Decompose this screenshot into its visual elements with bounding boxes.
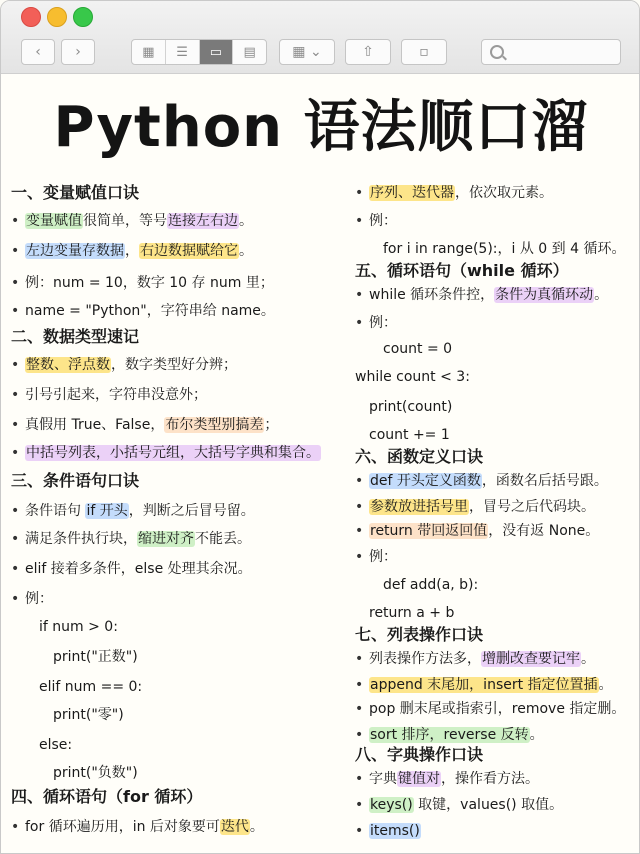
bullet-item [355,521,599,541]
bullet-item [355,821,421,841]
bullet-text: 条件语句 [25,503,86,519]
code-line: for i in range(5):，i 从 0 到 4 循环。 [383,241,626,257]
bullet-text: ，函数名后括号跟。 [481,473,608,489]
bullet-text: 。 [529,727,544,743]
bullet-item [11,241,253,261]
bullet-text: name = "Python"，字符串给 name。 [25,303,275,319]
bullet-item [355,649,595,669]
page-title: Python 语法顺口溜 [53,95,589,160]
search-input[interactable] [481,39,621,65]
bullet-text: 例： [369,549,397,565]
gallery-view-icon[interactable]: ▤ [243,44,256,60]
code-line: elif num == 0: [39,679,143,695]
forward-button[interactable] [61,39,95,65]
section-heading: 三、条件语句口诀 [11,471,140,490]
bullet-text: 例： [369,315,397,331]
highlighted-text: 增删改查要记牢 [482,651,580,667]
bullet-text: 例： [25,591,53,607]
search-icon [490,45,504,59]
bullet-item [355,471,608,491]
highlighted-text: 连接左右边 [168,213,238,229]
chevron-right-icon: › [75,44,81,60]
bullet-item [355,497,595,517]
bullet-text: ； [264,417,279,433]
section-heading: 七、列表操作口诀 [355,625,484,644]
bullet-text: 很简单，等号 [83,213,167,229]
view-switcher[interactable] [131,39,267,65]
bullet-item [11,355,237,375]
bullet-text: 字典 [369,771,397,787]
bullet-item [11,385,207,405]
code-line: count += 1 [369,427,450,443]
code-line: count = 0 [383,341,453,357]
bullet-text: while 循环条件控， [369,287,495,303]
highlighted-text: 条件为真循环动 [495,287,594,303]
group-by-button[interactable] [279,39,335,65]
code-line: print("正数") [53,649,138,665]
close-window-button[interactable] [21,7,41,27]
bullet-item [355,795,563,815]
bullet-item [355,699,625,719]
highlighted-text: 键值对 [398,771,440,787]
bullet-text: 取键，values() 取值。 [413,797,564,813]
code-line: return a + b [369,605,455,621]
bullet-item [11,443,321,463]
bullet-item [355,313,397,333]
highlighted-text: items() [370,823,420,839]
bullet-text: ，依次取元素。 [455,185,553,201]
bullet-text: 。 [594,287,609,303]
chevron-left-icon: ‹ [35,44,41,60]
bullet-item [355,675,613,695]
bullet-text: 引号引起来，字符串没意外； [25,387,207,403]
section-heading: 六、函数定义口诀 [355,447,484,466]
bullet-text: ，判断之后冒号留。 [128,503,255,519]
highlighted-text: 整数、浮点数 [26,357,110,373]
window-toolbar [1,1,639,74]
code-line: print("负数") [53,765,138,781]
highlighted-text: 变量赋值 [26,213,82,229]
highlighted-text: 右边数据赋给它 [140,243,238,259]
section-heading: 八、字典操作口诀 [355,745,484,764]
bullet-text: ，操作看方法。 [441,771,539,787]
code-line: def add(a, b): [383,577,479,593]
bullet-text: 真假用 True、False， [25,417,165,433]
bullet-item [11,301,275,321]
bullet-text: elif 接着多条件，else 处理其余况。 [25,561,252,577]
highlighted-text: 缩进对齐 [138,531,194,547]
highlighted-text: 迭代 [220,819,249,835]
bullet-item [355,547,397,567]
bullet-item [355,211,397,231]
code-line: print(count) [369,399,453,415]
minimize-window-button[interactable] [47,7,67,27]
highlighted-text: 中括号列表，小括号元组，大括号字典和集合。 [26,445,320,461]
bullet-item [11,529,251,549]
highlighted-text: return 带回返回值 [370,523,488,539]
highlighted-text: append 末尾加，insert 指定位置插 [370,677,598,693]
bullet-text: 。 [239,213,253,229]
column-view-icon[interactable]: ▭ [200,40,234,64]
bullet-text: for 循环遍历用，in 后对象要可 [25,819,220,835]
code-line: if num > 0: [39,619,118,635]
section-heading: 一、变量赋值口诀 [11,183,140,202]
bullet-item [11,817,264,837]
bullet-text: 。 [581,651,595,667]
highlighted-text: sort 排序，reverse 反转 [370,727,529,743]
highlighted-text: 序列、迭代器 [370,185,454,201]
bullet-item [11,501,255,521]
highlighted-text: keys() [370,797,413,813]
share-icon: ⇧ [362,44,374,60]
section-heading: 二、数据类型速记 [11,327,140,346]
bullet-text: 满足条件执行块， [25,531,137,547]
bullet-item [355,725,544,745]
bullet-item [355,285,608,305]
bullet-text: 。 [249,819,264,835]
code-line: print("零") [53,707,124,723]
bullet-item [11,273,274,293]
icon-view-icon[interactable]: ▦ [132,40,166,64]
bullet-text: ，冒号之后代码块。 [469,499,595,515]
share-button[interactable] [345,39,391,65]
highlighted-text: 左边变量存数据 [26,243,124,259]
bullet-item [11,211,253,231]
bullet-item [11,559,252,579]
bullet-text: ，数字类型好分辨； [111,357,237,373]
grid-dropdown-icon: ▦ ⌄ [292,44,322,60]
list-view-icon[interactable]: ☰ [166,40,200,64]
bullet-text: 。 [598,677,613,693]
bullet-text: 。 [239,243,253,259]
code-line: else: [39,737,73,753]
back-button[interactable] [21,39,55,65]
bullet-item [11,589,53,609]
bullet-text: 例： [369,213,397,229]
section-heading: 五、循环语句（while 循环） [355,261,569,280]
bullet-text: 不能丢。 [195,531,251,547]
tag-icon: ▫ [419,44,429,60]
tag-button[interactable] [401,39,447,65]
bullet-text: 例：num = 10，数字 10 存 num 里； [25,275,274,291]
highlighted-text: 参数放进括号里 [370,499,468,515]
bullet-text: ，没有返 None。 [488,523,600,539]
section-heading: 四、循环语句（for 循环） [11,787,203,806]
bullet-text: pop 删末尾或指索引，remove 指定删。 [369,701,626,717]
highlighted-text: if 开头 [86,503,128,519]
bullet-item [11,415,278,435]
bullet-text: ， [125,243,139,259]
bullet-item [355,769,539,789]
bullet-item [355,183,553,203]
highlighted-text: def 开头定义函数 [370,473,481,489]
bullet-text: 列表操作方法多， [369,651,481,667]
highlighted-text: 布尔类型别搞差 [165,417,264,433]
code-line: while count < 3: [355,369,470,385]
zoom-window-button[interactable] [73,7,93,27]
